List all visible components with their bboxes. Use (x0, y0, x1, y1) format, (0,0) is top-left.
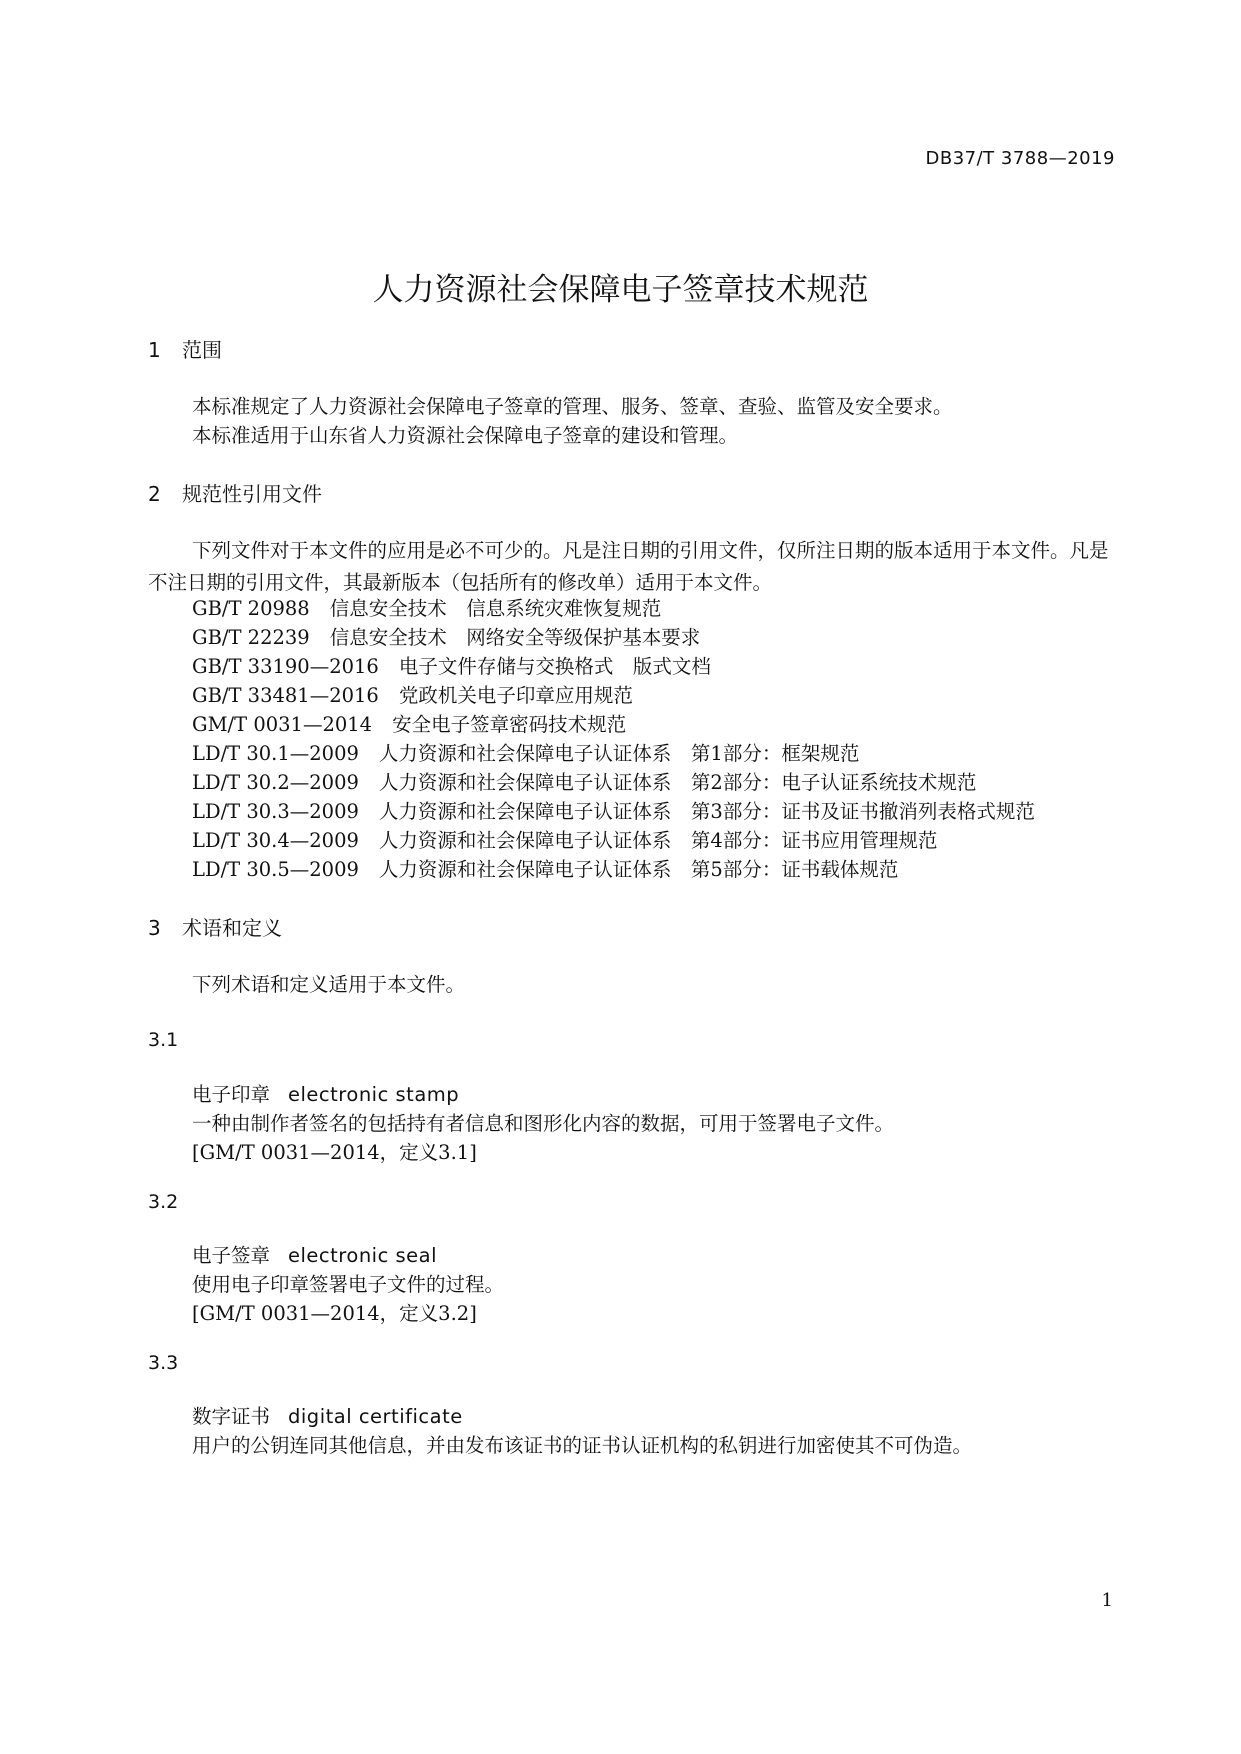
term-title (192, 1402, 463, 1432)
reference-item (192, 796, 1035, 828)
reference-code: GB/T 33481—2016 (192, 684, 379, 707)
reference-title: 安全电子签章密码技术规范 (392, 713, 627, 736)
reference-title: 信息安全技术 信息系统灾难恢复规范 (329, 597, 662, 620)
document-title: 人力资源社会保障电子签章技术规范 (372, 272, 869, 308)
section-number: 2 (148, 482, 161, 506)
references-intro: 下列文件对于本文件的应用是必不可少的。凡是注日期的引用文件，仅所注日期的版本适用于本文件。凡是不注日期的引用文件，其最新版本（包括所有的修改单）适用于本文件。 (148, 539, 1109, 594)
term-en: electronic seal (288, 1244, 438, 1267)
section-title: 范围 (182, 338, 222, 362)
document-code: DB37/T 3788—2019 (925, 148, 1115, 169)
term-zh: 数字证书 (192, 1405, 271, 1428)
reference-title: 人力资源和社会保障电子认证体系 第2部分：电子认证系统技术规范 (378, 771, 977, 794)
section-heading-scope (148, 336, 222, 364)
section-heading-references (148, 480, 322, 508)
term-definition: 使用电子印章签署电子文件的过程。 (192, 1273, 505, 1296)
reference-title: 人力资源和社会保障电子认证体系 第3部分：证书及证书撤消列表格式规范 (378, 800, 1035, 823)
term-en: electronic stamp (288, 1083, 460, 1106)
reference-title: 人力资源和社会保障电子认证体系 第4部分：证书应用管理规范 (378, 829, 938, 852)
term-definition: 用户的公钥连同其他信息，并由发布该证书的证书认证机构的私钥进行加密使其不可伪造。 (192, 1434, 973, 1457)
reference-code: GB/T 20988 (192, 597, 310, 620)
reference-title: 党政机关电子印章应用规范 (398, 684, 633, 707)
term-number: 3.3 (148, 1352, 179, 1374)
reference-item (192, 593, 661, 625)
section-number: 3 (148, 916, 161, 940)
scope-paragraph-2: 本标准适用于山东省人力资源社会保障电子签章的建设和管理。 (192, 424, 739, 447)
term-title (192, 1241, 437, 1271)
reference-title: 电子文件存储与交换格式 版式文档 (398, 655, 711, 678)
terms-intro: 下列术语和定义适用于本文件。 (192, 973, 466, 996)
term-title (192, 1080, 459, 1110)
term-number: 3.1 (148, 1029, 179, 1051)
section-heading-terms (148, 914, 282, 942)
term-definition: 一种由制作者签名的包括持有者信息和图形化内容的数据，可用于签署电子文件。 (192, 1112, 895, 1135)
term-source: [GM/T 0031—2014，定义3.2] (192, 1302, 477, 1325)
reference-item (192, 767, 976, 799)
reference-code: LD/T 30.1—2009 (192, 742, 359, 765)
term-number: 3.2 (148, 1191, 179, 1213)
reference-code: LD/T 30.5—2009 (192, 858, 359, 881)
reference-code: LD/T 30.3—2009 (192, 800, 359, 823)
section-title: 规范性引用文件 (182, 482, 322, 506)
reference-code: GB/T 33190—2016 (192, 655, 379, 678)
reference-title: 人力资源和社会保障电子认证体系 第5部分：证书载体规范 (378, 858, 899, 881)
reference-code: GM/T 0031—2014 (192, 713, 373, 736)
scope-paragraph-1: 本标准规定了人力资源社会保障电子签章的管理、服务、签章、查验、监管及安全要求。 (192, 395, 953, 418)
reference-item (192, 738, 859, 770)
term-en: digital certificate (288, 1405, 463, 1428)
section-title: 术语和定义 (182, 916, 282, 940)
reference-item (192, 709, 626, 741)
reference-code: LD/T 30.4—2009 (192, 829, 359, 852)
reference-item (192, 680, 633, 712)
term-zh: 电子印章 (192, 1083, 271, 1106)
term-zh: 电子签章 (192, 1244, 271, 1267)
reference-title: 信息安全技术 网络安全等级保护基本要求 (329, 626, 701, 649)
term-source: [GM/T 0031—2014，定义3.1] (192, 1141, 477, 1164)
reference-code: GB/T 22239 (192, 626, 310, 649)
reference-item (192, 854, 898, 886)
reference-code: LD/T 30.2—2009 (192, 771, 359, 794)
reference-item (192, 622, 700, 654)
section-number: 1 (148, 338, 161, 362)
reference-item (192, 651, 711, 683)
page-number: 1 (1101, 1590, 1113, 1611)
reference-title: 人力资源和社会保障电子认证体系 第1部分：框架规范 (378, 742, 860, 765)
reference-item (192, 825, 937, 857)
